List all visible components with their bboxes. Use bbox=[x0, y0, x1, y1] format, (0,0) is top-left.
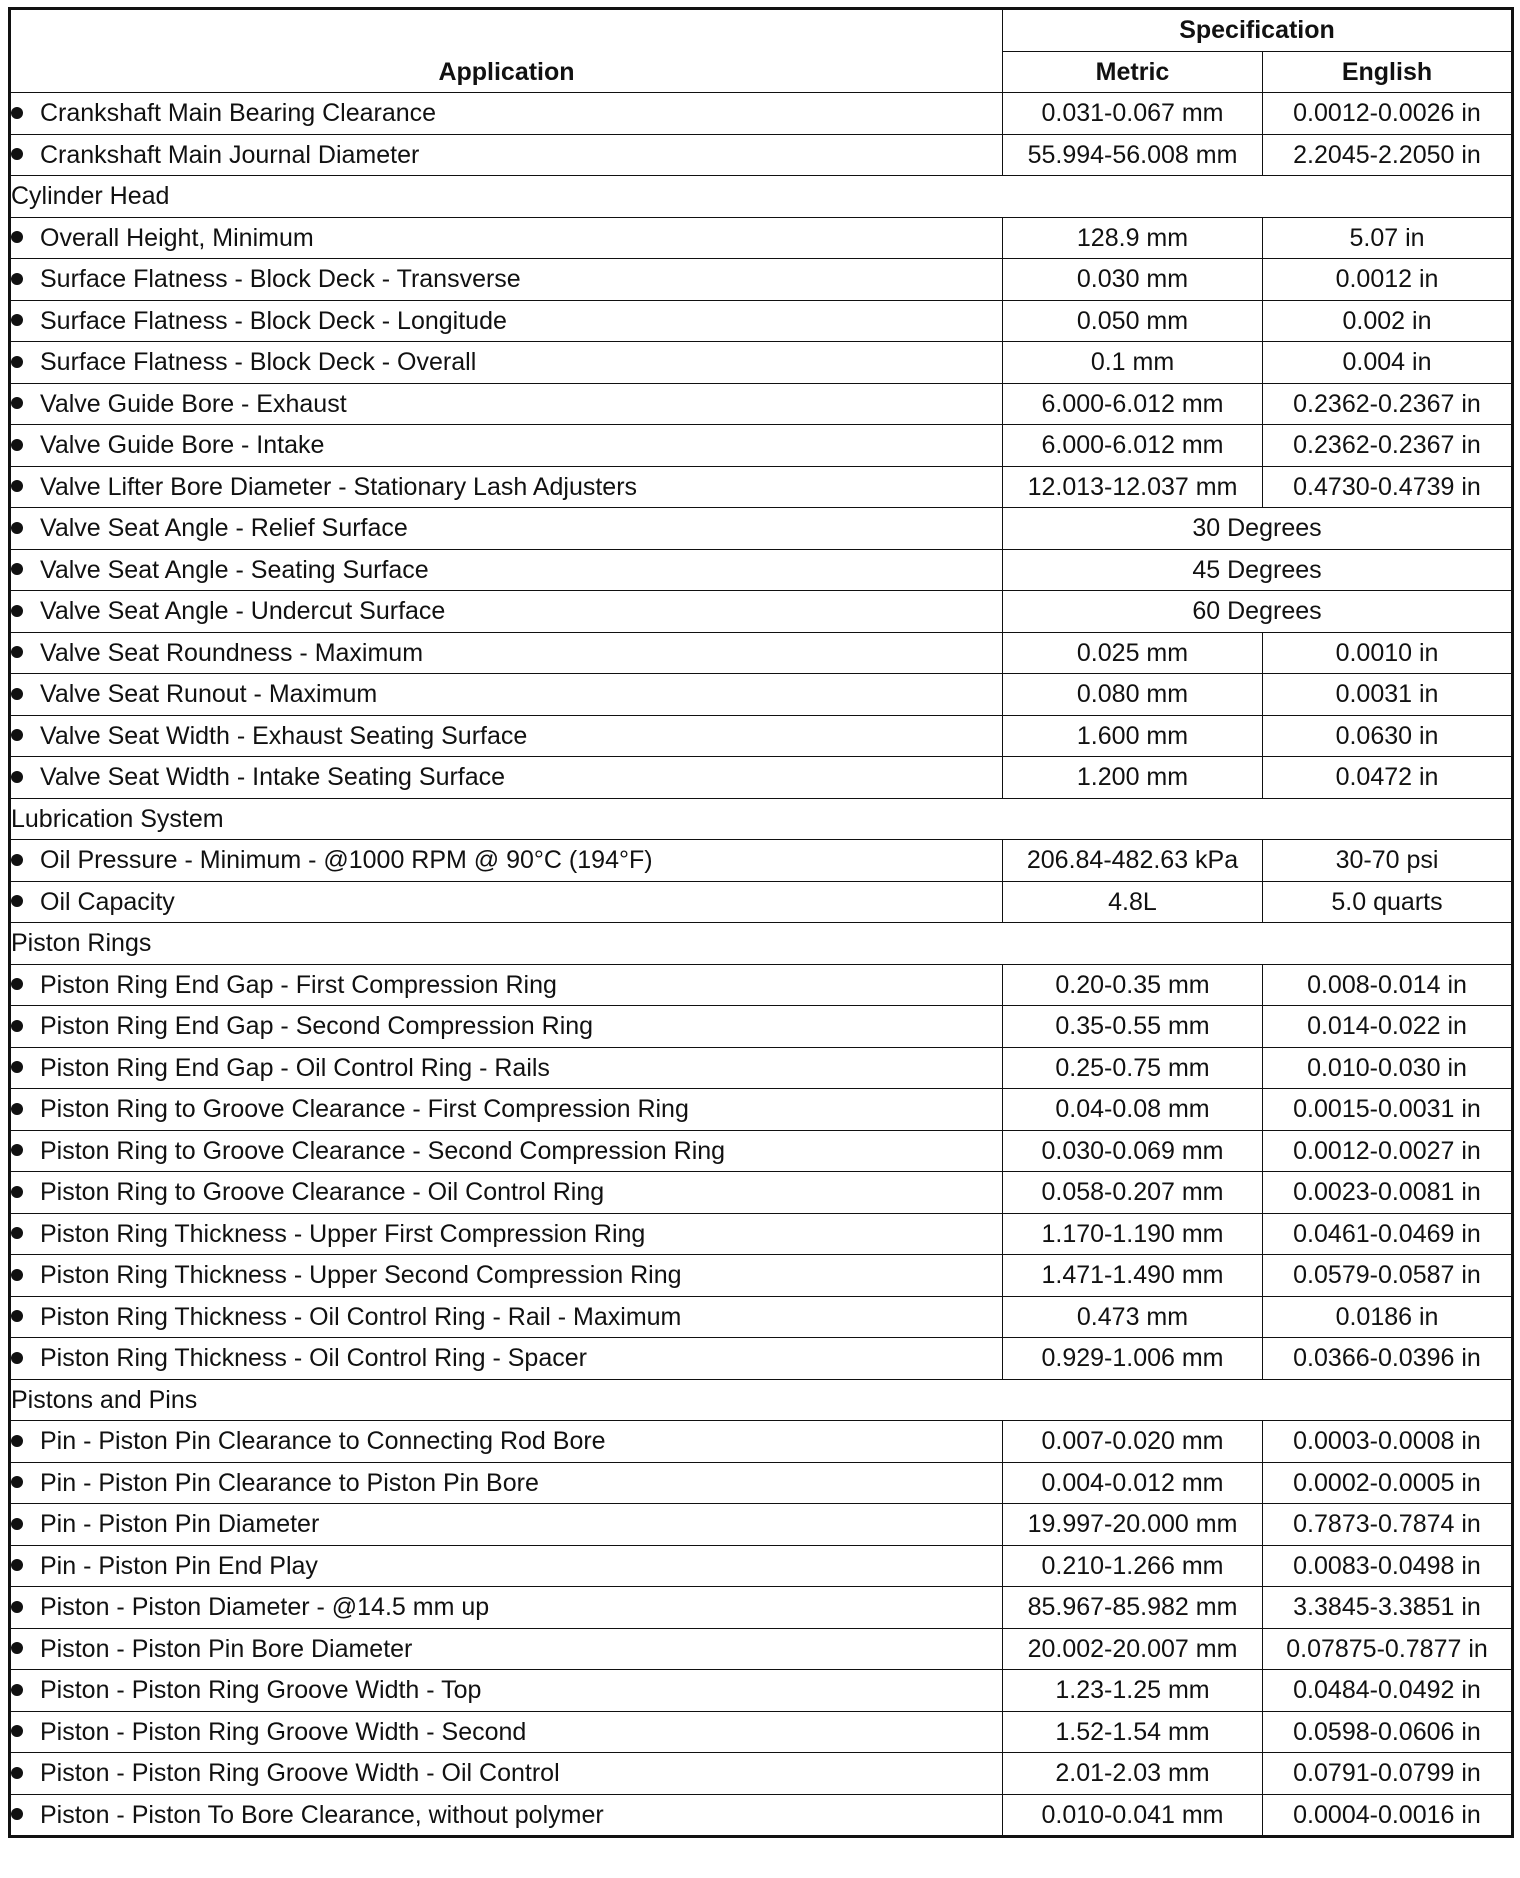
application-cell bbox=[10, 1794, 1003, 1837]
english-value-cell: 0.0366-0.0396 in bbox=[1263, 1338, 1513, 1380]
bullet-icon bbox=[11, 1061, 23, 1073]
header-row-top bbox=[10, 9, 1513, 52]
table-row bbox=[10, 1338, 1513, 1380]
application-label: Valve Seat Runout - Maximum bbox=[40, 680, 378, 709]
table-row bbox=[10, 1089, 1513, 1131]
metric-value-cell: 0.35-0.55 mm bbox=[1003, 1006, 1263, 1048]
metric-value-cell: 1.471-1.490 mm bbox=[1003, 1255, 1263, 1297]
table-row bbox=[10, 964, 1513, 1006]
table-row bbox=[10, 674, 1513, 716]
application-label: Piston Ring Thickness - Upper Second Compression Ring bbox=[40, 1261, 682, 1290]
application-cell bbox=[10, 715, 1003, 757]
bullet-icon bbox=[11, 688, 23, 700]
application-cell bbox=[10, 757, 1003, 799]
table-row bbox=[10, 1670, 1513, 1712]
english-value-cell: 0.0579-0.0587 in bbox=[1263, 1255, 1513, 1297]
bullet-icon bbox=[11, 1808, 23, 1820]
table-row bbox=[10, 1462, 1513, 1504]
english-value-cell: 0.0598-0.0606 in bbox=[1263, 1711, 1513, 1753]
application-cell bbox=[10, 1587, 1003, 1629]
application-cell bbox=[10, 134, 1003, 176]
application-label: Piston Ring to Groove Clearance - First Compression Ring bbox=[40, 1095, 689, 1124]
table-row bbox=[10, 1047, 1513, 1089]
table-row bbox=[10, 1753, 1513, 1795]
table-row bbox=[10, 1587, 1513, 1629]
section-title: Lubrication System bbox=[10, 798, 1513, 840]
english-value-cell: 0.0461-0.0469 in bbox=[1263, 1213, 1513, 1255]
application-label: Piston Ring to Groove Clearance - Second Compression Ring bbox=[40, 1136, 726, 1165]
application-label: Valve Lifter Bore Diameter - Stationary Lash Adjusters bbox=[40, 472, 638, 501]
section-title: Piston Rings bbox=[10, 923, 1513, 965]
bullet-icon bbox=[11, 1227, 23, 1239]
english-value-cell: 0.014-0.022 in bbox=[1263, 1006, 1513, 1048]
bullet-icon bbox=[11, 107, 23, 119]
application-cell bbox=[10, 1296, 1003, 1338]
application-label: Crankshaft Main Journal Diameter bbox=[40, 140, 420, 169]
metric-value-cell: 6.000-6.012 mm bbox=[1003, 383, 1263, 425]
section-row bbox=[10, 1379, 1513, 1421]
application-cell bbox=[10, 1462, 1003, 1504]
english-value-cell: 0.2362-0.2367 in bbox=[1263, 425, 1513, 467]
bullet-icon bbox=[11, 854, 23, 866]
application-cell bbox=[10, 1213, 1003, 1255]
application-cell bbox=[10, 1504, 1003, 1546]
bullet-icon bbox=[11, 1435, 23, 1447]
table-row bbox=[10, 1296, 1513, 1338]
metric-value-cell: 0.007-0.020 mm bbox=[1003, 1421, 1263, 1463]
application-label: Surface Flatness - Block Deck - Longitude bbox=[40, 306, 507, 335]
table-row bbox=[10, 1130, 1513, 1172]
application-label: Surface Flatness - Block Deck - Overall bbox=[40, 348, 477, 377]
section-title: Pistons and Pins bbox=[10, 1379, 1513, 1421]
application-label: Valve Seat Width - Exhaust Seating Surface bbox=[40, 721, 528, 750]
bullet-icon bbox=[11, 1642, 23, 1654]
spec-value-cell: 45 Degrees bbox=[1003, 549, 1513, 591]
english-value-cell: 0.004 in bbox=[1263, 342, 1513, 384]
table-row bbox=[10, 1255, 1513, 1297]
metric-value-cell: 1.200 mm bbox=[1003, 757, 1263, 799]
metric-value-cell: 0.030-0.069 mm bbox=[1003, 1130, 1263, 1172]
metric-value-cell: 0.025 mm bbox=[1003, 632, 1263, 674]
application-label: Valve Guide Bore - Exhaust bbox=[40, 389, 347, 418]
metric-value-cell: 20.002-20.007 mm bbox=[1003, 1628, 1263, 1670]
bullet-icon bbox=[11, 1103, 23, 1115]
application-label: Overall Height, Minimum bbox=[40, 223, 314, 252]
application-label: Valve Seat Angle - Seating Surface bbox=[40, 555, 429, 584]
table-row bbox=[10, 93, 1513, 135]
english-value-cell: 0.07875-0.7877 in bbox=[1263, 1628, 1513, 1670]
metric-value-cell: 2.01-2.03 mm bbox=[1003, 1753, 1263, 1795]
bullet-icon bbox=[11, 439, 23, 451]
application-label: Piston Ring End Gap - First Compression Ring bbox=[40, 970, 557, 999]
application-label: Piston Ring End Gap - Second Compression Ring bbox=[40, 1012, 594, 1041]
application-label: Valve Seat Angle - Relief Surface bbox=[40, 514, 408, 543]
bullet-icon bbox=[11, 397, 23, 409]
application-label: Crankshaft Main Bearing Clearance bbox=[40, 99, 437, 128]
table-row bbox=[10, 1006, 1513, 1048]
table-row bbox=[10, 549, 1513, 591]
application-cell bbox=[10, 881, 1003, 923]
english-value-cell: 3.3845-3.3851 in bbox=[1263, 1587, 1513, 1629]
application-cell bbox=[10, 1628, 1003, 1670]
metric-value-cell: 0.010-0.041 mm bbox=[1003, 1794, 1263, 1837]
english-value-cell: 5.07 in bbox=[1263, 217, 1513, 259]
application-cell bbox=[10, 1130, 1003, 1172]
english-value-cell: 0.0484-0.0492 in bbox=[1263, 1670, 1513, 1712]
bullet-icon bbox=[11, 563, 23, 575]
english-value-cell: 0.0031 in bbox=[1263, 674, 1513, 716]
application-cell bbox=[10, 466, 1003, 508]
english-value-cell: 0.0630 in bbox=[1263, 715, 1513, 757]
table-row bbox=[10, 1628, 1513, 1670]
application-label: Pin - Piston Pin Clearance to Piston Pin Bore bbox=[40, 1468, 539, 1497]
table-row bbox=[10, 1711, 1513, 1753]
metric-value-cell: 1.23-1.25 mm bbox=[1003, 1670, 1263, 1712]
application-label: Pin - Piston Pin Diameter bbox=[40, 1510, 320, 1539]
application-cell bbox=[10, 300, 1003, 342]
application-cell bbox=[10, 259, 1003, 301]
english-value-cell: 5.0 quarts bbox=[1263, 881, 1513, 923]
metric-value-cell: 1.600 mm bbox=[1003, 715, 1263, 757]
application-label: Valve Seat Angle - Undercut Surface bbox=[40, 597, 446, 626]
english-value-cell: 0.0472 in bbox=[1263, 757, 1513, 799]
english-value-cell: 0.0015-0.0031 in bbox=[1263, 1089, 1513, 1131]
bullet-icon bbox=[11, 231, 23, 243]
application-label: Valve Guide Bore - Intake bbox=[40, 431, 325, 460]
section-row bbox=[10, 798, 1513, 840]
table-header bbox=[10, 9, 1513, 93]
table-row bbox=[10, 715, 1513, 757]
metric-value-cell: 1.170-1.190 mm bbox=[1003, 1213, 1263, 1255]
metric-value-cell: 0.929-1.006 mm bbox=[1003, 1338, 1263, 1380]
bullet-icon bbox=[11, 314, 23, 326]
table-row bbox=[10, 425, 1513, 467]
application-label: Valve Seat Roundness - Maximum bbox=[40, 638, 424, 667]
metric-value-cell: 85.967-85.982 mm bbox=[1003, 1587, 1263, 1629]
bullet-icon bbox=[11, 1767, 23, 1779]
application-label: Piston Ring Thickness - Oil Control Ring - Rail - Maximum bbox=[40, 1302, 682, 1331]
table-row bbox=[10, 466, 1513, 508]
english-value-cell: 0.2362-0.2367 in bbox=[1263, 383, 1513, 425]
application-label: Valve Seat Width - Intake Seating Surface bbox=[40, 763, 506, 792]
table-row bbox=[10, 591, 1513, 633]
section-row bbox=[10, 176, 1513, 218]
bullet-icon bbox=[11, 605, 23, 617]
application-label: Piston Ring Thickness - Upper First Compression Ring bbox=[40, 1219, 646, 1248]
table-row bbox=[10, 134, 1513, 176]
application-cell bbox=[10, 1255, 1003, 1297]
english-value-cell: 0.0003-0.0008 in bbox=[1263, 1421, 1513, 1463]
application-cell bbox=[10, 425, 1003, 467]
bullet-icon bbox=[11, 1144, 23, 1156]
metric-value-cell: 4.8L bbox=[1003, 881, 1263, 923]
table-row bbox=[10, 508, 1513, 550]
application-label: Surface Flatness - Block Deck - Transverse bbox=[40, 265, 521, 294]
metric-value-cell: 0.031-0.067 mm bbox=[1003, 93, 1263, 135]
table-row bbox=[10, 300, 1513, 342]
spec-value-cell: 60 Degrees bbox=[1003, 591, 1513, 633]
metric-value-cell: 0.20-0.35 mm bbox=[1003, 964, 1263, 1006]
application-cell bbox=[10, 964, 1003, 1006]
application-cell bbox=[10, 840, 1003, 882]
metric-value-cell: 1.52-1.54 mm bbox=[1003, 1711, 1263, 1753]
metric-value-cell: 0.04-0.08 mm bbox=[1003, 1089, 1263, 1131]
english-header: English bbox=[1263, 51, 1513, 93]
bullet-icon bbox=[11, 1601, 23, 1613]
bullet-icon bbox=[11, 273, 23, 285]
english-value-cell: 0.4730-0.4739 in bbox=[1263, 466, 1513, 508]
application-cell bbox=[10, 383, 1003, 425]
application-label: Oil Pressure - Minimum - @1000 RPM @ 90°C (194°F) bbox=[40, 846, 653, 875]
application-label: Piston - Piston To Bore Clearance, without polymer bbox=[40, 1800, 604, 1829]
bullet-icon bbox=[11, 1518, 23, 1530]
table-row bbox=[10, 840, 1513, 882]
application-cell bbox=[10, 508, 1003, 550]
metric-value-cell: 55.994-56.008 mm bbox=[1003, 134, 1263, 176]
application-header: Application bbox=[10, 9, 1003, 93]
english-value-cell: 0.010-0.030 in bbox=[1263, 1047, 1513, 1089]
application-cell bbox=[10, 549, 1003, 591]
metric-value-cell: 206.84-482.63 kPa bbox=[1003, 840, 1263, 882]
bullet-icon bbox=[11, 646, 23, 658]
bullet-icon bbox=[11, 1352, 23, 1364]
english-value-cell: 0.002 in bbox=[1263, 300, 1513, 342]
application-label: Piston - Piston Ring Groove Width - Second bbox=[40, 1717, 527, 1746]
metric-value-cell: 0.25-0.75 mm bbox=[1003, 1047, 1263, 1089]
english-value-cell: 0.008-0.014 in bbox=[1263, 964, 1513, 1006]
application-label: Piston Ring Thickness - Oil Control Ring - Spacer bbox=[40, 1344, 587, 1373]
table-row bbox=[10, 632, 1513, 674]
bullet-icon bbox=[11, 1269, 23, 1281]
metric-value-cell: 0.1 mm bbox=[1003, 342, 1263, 384]
english-value-cell: 0.0002-0.0005 in bbox=[1263, 1462, 1513, 1504]
application-cell bbox=[10, 674, 1003, 716]
table-row bbox=[10, 383, 1513, 425]
application-cell bbox=[10, 632, 1003, 674]
english-value-cell: 2.2045-2.2050 in bbox=[1263, 134, 1513, 176]
application-cell bbox=[10, 1089, 1003, 1131]
table-row bbox=[10, 342, 1513, 384]
section-title: Cylinder Head bbox=[10, 176, 1513, 218]
metric-value-cell: 128.9 mm bbox=[1003, 217, 1263, 259]
english-value-cell: 0.0186 in bbox=[1263, 1296, 1513, 1338]
bullet-icon bbox=[11, 1725, 23, 1737]
bullet-icon bbox=[11, 1476, 23, 1488]
metric-value-cell: 0.473 mm bbox=[1003, 1296, 1263, 1338]
table-row bbox=[10, 1213, 1513, 1255]
bullet-icon bbox=[11, 1020, 23, 1032]
bullet-icon bbox=[11, 356, 23, 368]
table-row bbox=[10, 1172, 1513, 1214]
application-label: Piston - Piston Ring Groove Width - Top bbox=[40, 1676, 482, 1705]
metric-value-cell: 19.997-20.000 mm bbox=[1003, 1504, 1263, 1546]
english-value-cell: 30-70 psi bbox=[1263, 840, 1513, 882]
application-cell bbox=[10, 1711, 1003, 1753]
application-label: Piston - Piston Pin Bore Diameter bbox=[40, 1634, 413, 1663]
spec-value-cell: 30 Degrees bbox=[1003, 508, 1513, 550]
specification-header: Specification bbox=[1003, 9, 1513, 52]
application-cell bbox=[10, 217, 1003, 259]
table-row bbox=[10, 1504, 1513, 1546]
table-row bbox=[10, 259, 1513, 301]
table-row bbox=[10, 1545, 1513, 1587]
metric-header: Metric bbox=[1003, 51, 1263, 93]
bullet-icon bbox=[11, 895, 23, 907]
application-cell bbox=[10, 591, 1003, 633]
application-cell bbox=[10, 1338, 1003, 1380]
english-value-cell: 0.0012 in bbox=[1263, 259, 1513, 301]
application-cell bbox=[10, 1421, 1003, 1463]
metric-value-cell: 0.080 mm bbox=[1003, 674, 1263, 716]
application-cell bbox=[10, 1172, 1003, 1214]
application-cell bbox=[10, 1545, 1003, 1587]
bullet-icon bbox=[11, 522, 23, 534]
application-label: Piston - Piston Diameter - @14.5 mm up bbox=[40, 1593, 490, 1622]
application-cell bbox=[10, 1006, 1003, 1048]
metric-value-cell: 0.210-1.266 mm bbox=[1003, 1545, 1263, 1587]
english-value-cell: 0.0791-0.0799 in bbox=[1263, 1753, 1513, 1795]
metric-value-cell: 0.050 mm bbox=[1003, 300, 1263, 342]
table-row bbox=[10, 1794, 1513, 1837]
bullet-icon bbox=[11, 480, 23, 492]
application-label: Piston Ring to Groove Clearance - Oil Control Ring bbox=[40, 1178, 605, 1207]
table-row bbox=[10, 1421, 1513, 1463]
metric-value-cell: 6.000-6.012 mm bbox=[1003, 425, 1263, 467]
english-value-cell: 0.0083-0.0498 in bbox=[1263, 1545, 1513, 1587]
application-label: Oil Capacity bbox=[40, 887, 175, 916]
application-cell bbox=[10, 1670, 1003, 1712]
table-row bbox=[10, 757, 1513, 799]
application-label: Piston Ring End Gap - Oil Control Ring - Rails bbox=[40, 1053, 550, 1082]
english-value-cell: 0.0012-0.0027 in bbox=[1263, 1130, 1513, 1172]
section-row bbox=[10, 923, 1513, 965]
bullet-icon bbox=[11, 978, 23, 990]
english-value-cell: 0.0004-0.0016 in bbox=[1263, 1794, 1513, 1837]
application-cell bbox=[10, 342, 1003, 384]
english-value-cell: 0.0012-0.0026 in bbox=[1263, 93, 1513, 135]
metric-value-cell: 12.013-12.037 mm bbox=[1003, 466, 1263, 508]
bullet-icon bbox=[11, 729, 23, 741]
application-label: Pin - Piston Pin End Play bbox=[40, 1551, 318, 1580]
application-label: Pin - Piston Pin Clearance to Connecting Rod Bore bbox=[40, 1427, 606, 1456]
bullet-icon bbox=[11, 1559, 23, 1571]
english-value-cell: 0.0023-0.0081 in bbox=[1263, 1172, 1513, 1214]
english-value-cell: 0.7873-0.7874 in bbox=[1263, 1504, 1513, 1546]
metric-value-cell: 0.058-0.207 mm bbox=[1003, 1172, 1263, 1214]
english-value-cell: 0.0010 in bbox=[1263, 632, 1513, 674]
table-row bbox=[10, 217, 1513, 259]
application-label: Piston - Piston Ring Groove Width - Oil Control bbox=[40, 1759, 560, 1788]
application-cell bbox=[10, 1047, 1003, 1089]
bullet-icon bbox=[11, 1310, 23, 1322]
table-body bbox=[10, 93, 1513, 1837]
bullet-icon bbox=[11, 1186, 23, 1198]
application-cell bbox=[10, 93, 1003, 135]
bullet-icon bbox=[11, 1684, 23, 1696]
application-cell bbox=[10, 1753, 1003, 1795]
metric-value-cell: 0.030 mm bbox=[1003, 259, 1263, 301]
bullet-icon bbox=[11, 148, 23, 160]
metric-value-cell: 0.004-0.012 mm bbox=[1003, 1462, 1263, 1504]
bullet-icon bbox=[11, 771, 23, 783]
table-row bbox=[10, 881, 1513, 923]
specification-table bbox=[8, 7, 1514, 1838]
